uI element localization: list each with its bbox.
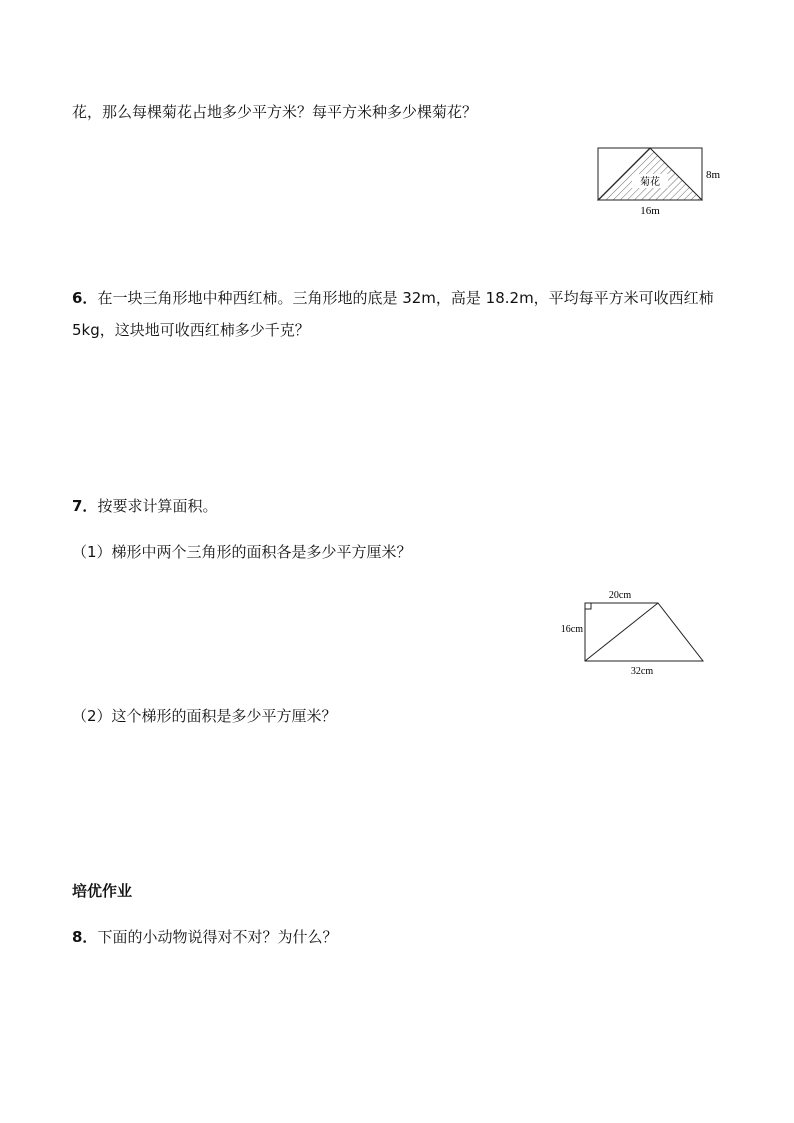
q7-trapezoid-figure (552, 584, 712, 680)
q7-top-label: 20cm (608, 590, 632, 601)
q5-rectangle-figure (592, 143, 732, 219)
q5-region-label: 菊花 (640, 177, 660, 188)
q8-number: 8． (72, 928, 98, 946)
q7-trapezoid (585, 603, 703, 661)
q8-line (72, 926, 337, 948)
q5-base-label: 16m (640, 205, 660, 217)
q6-text-1: 在一块三角形地中种西红柿。三角形地的底是 32m，高是 18.2m，平均每平方米可收西红柿 (97, 289, 714, 307)
q7-sub-question-1: （1）梯形中两个三角形的面积各是多少平方厘米？ (72, 543, 412, 561)
q5-text-line: 花，那么每棵菊花占地多少平方米？每平方米种多少棵菊花？ (72, 103, 478, 121)
q7-heading (72, 495, 217, 517)
q7-height-label: 16cm (560, 624, 583, 635)
q6-line-1 (72, 287, 714, 309)
q7-title: 按要求计算面积。 (97, 497, 218, 515)
q6-line-2: 5kg，这块地可收西红柿多少千克？ (72, 321, 310, 339)
q7-right-angle-mark (585, 603, 591, 609)
q7-sub-question-2: （2）这个梯形的面积是多少平方厘米？ (72, 707, 337, 725)
q7-bottom-label: 32cm (630, 666, 654, 677)
q7-diagonal (585, 603, 658, 661)
section-title: 培优作业 (72, 882, 133, 900)
q8-text: 下面的小动物说得对不对？为什么？ (97, 928, 338, 946)
q6-number: 6． (72, 289, 98, 307)
q7-number: 7． (72, 497, 98, 515)
q5-height-label: 8m (706, 169, 721, 181)
